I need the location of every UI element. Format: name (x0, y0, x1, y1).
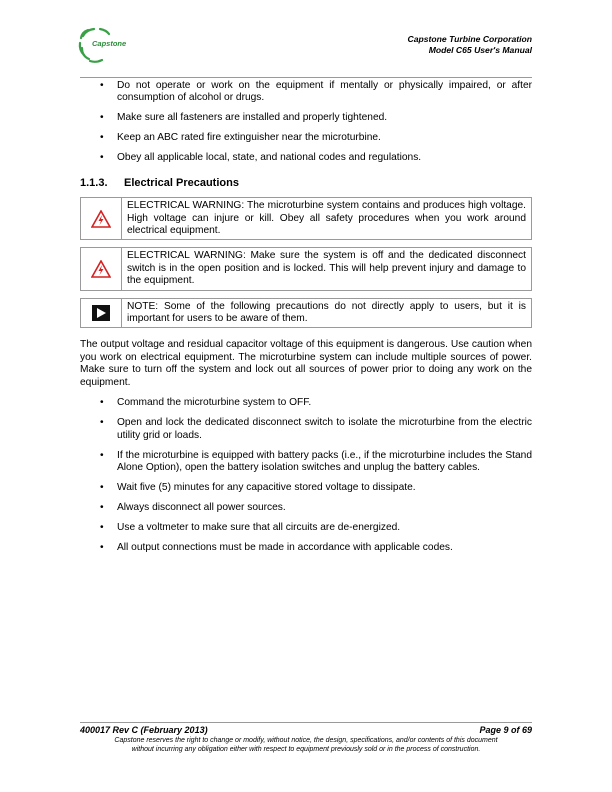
list-item: • Do not operate or work on the equipment if mentally or physically impaired, or after consumption of alcohol or drugs. (100, 80, 532, 104)
list-item: • If the microturbine is equipped with battery packs (i.e., if the microturbine includes the Stand Alone Option), open the battery isolation switches and unplug the battery cables. (100, 449, 532, 473)
page-footer (80, 722, 532, 754)
list-item: • Command the microturbine system to OFF. (100, 397, 312, 409)
list-item: • All output connections must be made in accordance with applicable codes. (100, 541, 453, 553)
note-text: NOTE: Some of the following precautions do not directly apply to users, but it is important for users to be aware of them. (127, 300, 526, 325)
page-header (80, 24, 532, 80)
footer-line (80, 725, 532, 735)
electrical-warning-icon (81, 198, 122, 239)
capstone-logo (76, 26, 168, 64)
list-item: • Keep an ABC rated fire extinguisher near the microturbine. (100, 132, 381, 144)
warning-text: ELECTRICAL WARNING: The microturbine system contains and produces high voltage. High voltage can injure or kill. Obey all safety procedures when you work around electrical equipment. (127, 200, 526, 237)
logo-text: Capstone (92, 39, 127, 48)
document-id: 400017 Rev C (February 2013) (80, 725, 208, 735)
manual-name: Model C65 User's Manual (428, 45, 532, 55)
body-paragraph: The output voltage and residual capacitor voltage of this equipment is dangerous. Use caution when you work on electrical equipment. The microturbine system can include multiple sources of power. Make sure to turn off the system and lock out all sources of power prior to doing any work on the equipment. (80, 339, 532, 388)
bottom-bullet-list (80, 397, 532, 554)
section-number: 1.1.3. (80, 176, 108, 189)
warning-box (80, 197, 532, 240)
warning-box (80, 247, 532, 290)
list-item: • Wait five (5) minutes for any capacitive stored voltage to dissipate. (100, 481, 416, 493)
electrical-warning-icon (81, 248, 122, 289)
warning-text: ELECTRICAL WARNING: Make sure the system is off and the dedicated disconnect switch is in the open position and is locked. This will help prevent injury and damage to the equipment. (127, 250, 526, 287)
top-bullet-list (80, 80, 532, 165)
list-item: • Make sure all fasteners are installed and properly tightened. (100, 112, 388, 124)
list-item: • Obey all applicable local, state, and national codes and regulations. (100, 152, 422, 164)
section-title: Electrical Precautions (124, 176, 239, 189)
header-title-block (408, 34, 532, 56)
page-content (80, 80, 532, 562)
list-item: • Use a voltmeter to make sure that all circuits are de-energized. (100, 521, 401, 533)
list-item: • Open and lock the dedicated disconnect switch to isolate the microturbine from the electric utility grid or loads. (100, 417, 532, 441)
company-name: Capstone Turbine Corporation (407, 34, 532, 44)
note-box (80, 298, 532, 329)
section-heading (80, 177, 532, 189)
footer-divider (80, 722, 532, 723)
page-number: Page 9 of 69 (479, 725, 532, 735)
header-divider (80, 77, 532, 78)
list-item: • Always disconnect all power sources. (100, 501, 286, 513)
note-arrow-icon (81, 299, 122, 328)
footer-disclaimer: Capstone reserves the right to change or modify, without notice, the design, specifications, and/or contents of this document without incurring any obligation either with respect to equipment previously sold or in the process of construction. (114, 737, 498, 753)
